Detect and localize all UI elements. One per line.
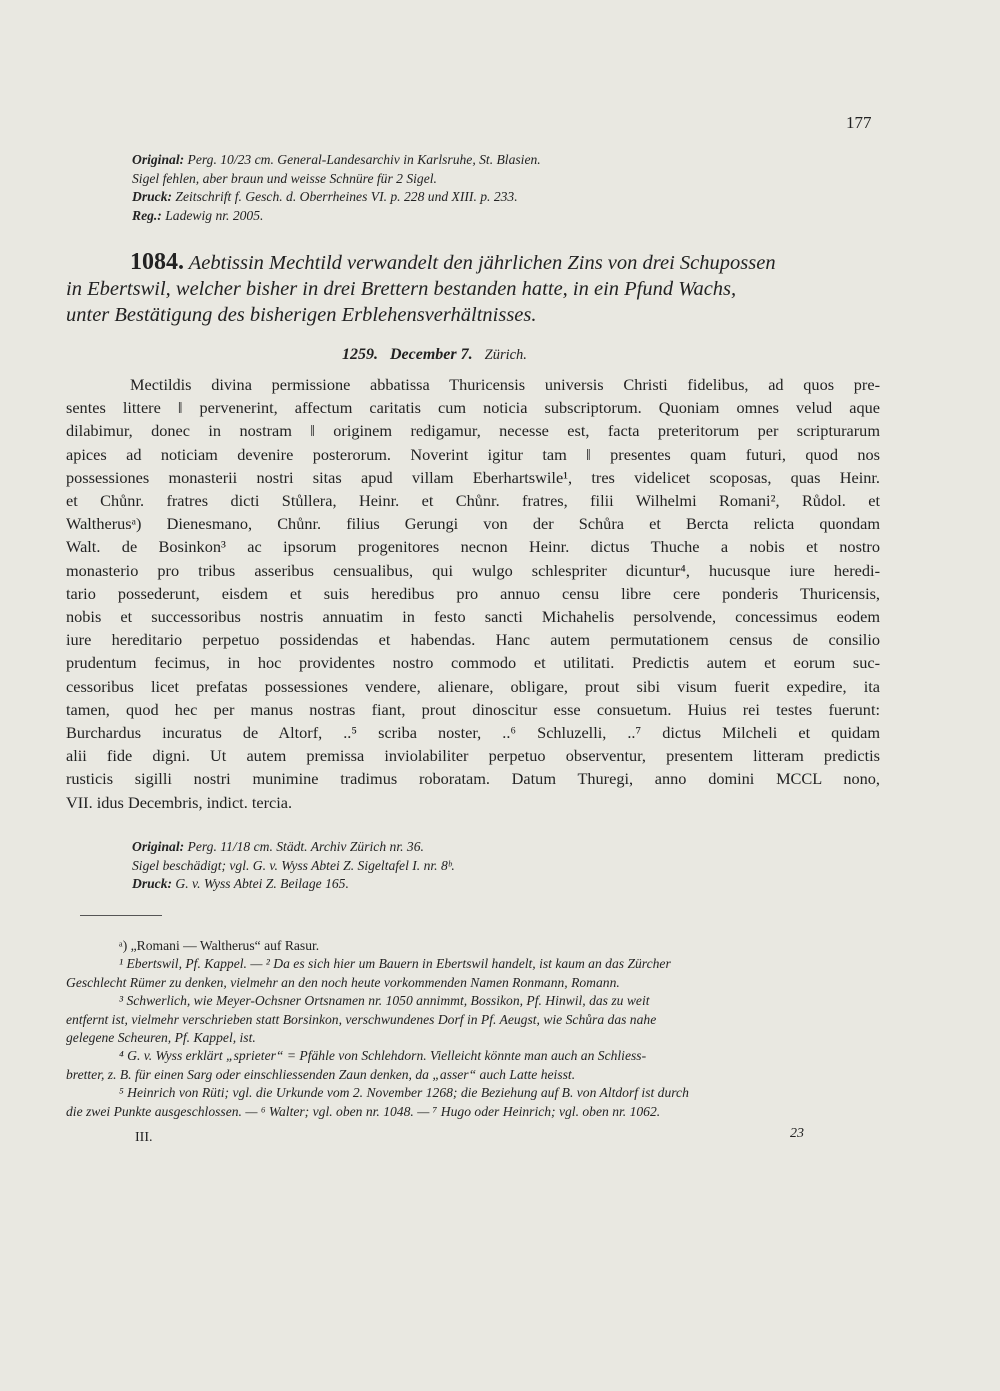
heading-line: in Ebertswil, welcher bisher in drei Brettern bestanden hatte, in ein Pfund Wachs, <box>66 278 737 300</box>
text-line: et Chůnr. fratres dicti Stůllera, Heinr. et Chůnr. fratres, filii Wilhelmi Romani², Růdol. et <box>66 491 880 511</box>
footnote-line: entfernt ist, vielmehr verschrieben statt Borsinkon, verschwundenes Dorf in Pf. Aeugst, wie Schůra das nahe <box>66 1011 657 1027</box>
heading-line: unter Bestätigung des bisherigen Erblehensverhältnisses. <box>66 304 537 326</box>
source-line <box>132 207 892 226</box>
dateline <box>342 346 527 364</box>
footnote-line: ᵃ) „Romani — Waltherus“ auf Rasur. <box>119 938 320 953</box>
source-label: Druck: <box>132 189 173 204</box>
footnote-line: ⁵ Heinrich von Rüti; vgl. die Urkunde vom 2. November 1268; die Beziehung auf B. von Altdorf ist durch <box>119 1085 689 1101</box>
source-line <box>132 188 892 207</box>
footnote-line: ¹ Ebertswil, Pf. Kappel. — ² Da es sich hier um Bauern in Ebertswil handelt, ist kaum an das Zürcher <box>119 956 671 972</box>
text-line: Walt. de Bosinkon³ ac ipsorum progenitores necnon Heinr. dictus Thuche a nobis et nostro <box>66 537 880 557</box>
source-text: Perg. 11/18 cm. Städt. Archiv Zürich nr. 36. <box>184 839 424 854</box>
source-line <box>132 170 892 189</box>
footnotes <box>66 937 880 1121</box>
volume-signature: III. <box>135 1130 153 1145</box>
footnote-line: ⁴ G. v. Wyss erklärt „sprieter“ = Pfähle von Schlehdorn. Vielleicht könnte man auch an Schliess- <box>119 1048 647 1064</box>
footnote-line: die zwei Punkte ausgeschlossen. — ⁶ Walter; vgl. oben nr. 1048. — ⁷ Hugo oder Heinrich; vgl. oben nr. 1062. <box>66 1103 661 1119</box>
text-line: Burchardus incuratus de Altorf, ..⁵ scriba noster, ..⁶ Schluzelli, ..⁷ dictus Milcheli et quidam <box>66 723 880 743</box>
source-line <box>132 857 892 876</box>
footnote-line: Geschlecht Rümer zu denken, vielmehr an den noch heute vorkommenden Namen Ronmann, Romann. <box>66 974 620 990</box>
source-text: Sigel beschädigt; vgl. G. v. Wyss Abtei Z. Sigeltafel I. nr. 8ᵇ. <box>132 857 455 873</box>
source-note-top <box>132 151 892 225</box>
text-line: cessoribus licet prefatas possessiones vendere, alienare, obligare, prout sibi visum fuerit expedire, ita <box>66 676 880 696</box>
source-text: G. v. Wyss Abtei Z. Beilage 165. <box>172 876 349 891</box>
heading-line <box>66 249 892 276</box>
source-label: Original: <box>132 152 185 167</box>
date-day: December 7. <box>390 346 473 363</box>
page-number: 177 <box>846 113 872 132</box>
source-line <box>132 838 892 857</box>
text-line: dilabimur, donec in nostram ‖ originem redigamur, necesse est, facta preteritorum per scripturarum <box>66 421 880 441</box>
heading-text: Aebtissin Mechtild verwandelt den jährlichen Zins von drei Schupossen <box>184 252 776 274</box>
source-text: Zeitschrift f. Gesch. d. Oberrheines VI. p. 228 und XIII. p. 233. <box>172 189 518 204</box>
text-line: tamen, quod hec per manus nostras fiant, prout dinoscitur esse consuetum. Huius rei testes fuerunt: <box>66 699 880 719</box>
footnote-divider <box>80 915 162 916</box>
text-line: apices ad noticiam devenire posterorum. Noverint igitur tam ‖ presentes quam futuri, quod nos <box>66 444 880 464</box>
text-line: Mectildis divina permissione abbatissa Thuricensis universis Christi fidelibus, ad quos pre- <box>130 375 880 394</box>
text-line: monasterio pro tribus asseribus censualibus, qui wulgo schlespriter dicuntur⁴, hucusque iure heredi- <box>66 560 880 580</box>
text-line: alii fide digni. Ut autem premissa inviolabiliter perpetuo observentur, presentem litteram predictis <box>66 746 880 766</box>
source-text: Ladewig nr. 2005. <box>161 207 264 223</box>
text-line: iure hereditario perpetuo possidendas et habendas. Hanc autem permutationem census de consilio <box>66 630 880 650</box>
text-line: prudentum fecimus, in hoc providentes nostro commodo et utilitati. Predictis autem et eorum suc- <box>66 653 880 673</box>
document-heading <box>66 249 892 328</box>
text-line: Waltherusᵃ) Dienesmano, Chůnr. filius Gerungi von der Schůra et Bercta relicta quondam <box>66 514 880 534</box>
text-line: nobis et successoribus nostris annuatim in festo sancti Michahelis persolvende, concessimus eodem <box>66 607 880 627</box>
footnote-line: ³ Schwerlich, wie Meyer-Ochsner Ortsnamen nr. 1050 annimmt, Bossikon, Pf. Hinwil, das zu weit <box>119 993 650 1009</box>
source-note-bottom <box>132 838 892 894</box>
date-place: Zürich. <box>484 347 527 363</box>
date-year: 1259. <box>342 346 378 363</box>
sheet-signature: 23 <box>790 1126 804 1141</box>
source-label: Reg.: <box>132 207 162 223</box>
source-label: Original: <box>132 839 185 854</box>
source-text: Sigel fehlen, aber braun und weisse Schnüre für 2 Sigel. <box>132 170 437 186</box>
text-line: tario possederunt, eisdem et suis heredibus pro annuo censu libre cere ponderis Thuricensis, <box>66 583 880 603</box>
text-line: VII. idus Decembris, indict. tercia. <box>66 792 293 812</box>
charter-text <box>66 373 880 814</box>
source-label: Druck: <box>132 876 173 891</box>
text-line: rusticis sigilli nostri munimine tradimus roboratam. Datum Thuregi, anno domini MCCL nono, <box>66 769 880 789</box>
footnote-line: gelegene Scheuren, Pf. Kappel, ist. <box>66 1030 256 1046</box>
text-line: sentes littere ‖ pervenerint, affectum caritatis cum noticia subscriptorum. Quoniam omnes velud aque <box>66 398 880 418</box>
source-line <box>132 151 892 170</box>
text-line: possessiones monasterii nostri sitas apud villam Eberhartswile¹, tres videlicet scoposas, quas Heinr. <box>66 467 880 487</box>
footnote-line: bretter, z. B. für einen Sarg oder einschliessenden Zaun denken, da „asser“ auch Latte heisst. <box>66 1066 576 1082</box>
document-number: 1084. <box>130 249 184 275</box>
source-line <box>132 875 892 894</box>
source-text: Perg. 10/23 cm. General-Landesarchiv in Karlsruhe, St. Blasien. <box>184 152 541 167</box>
